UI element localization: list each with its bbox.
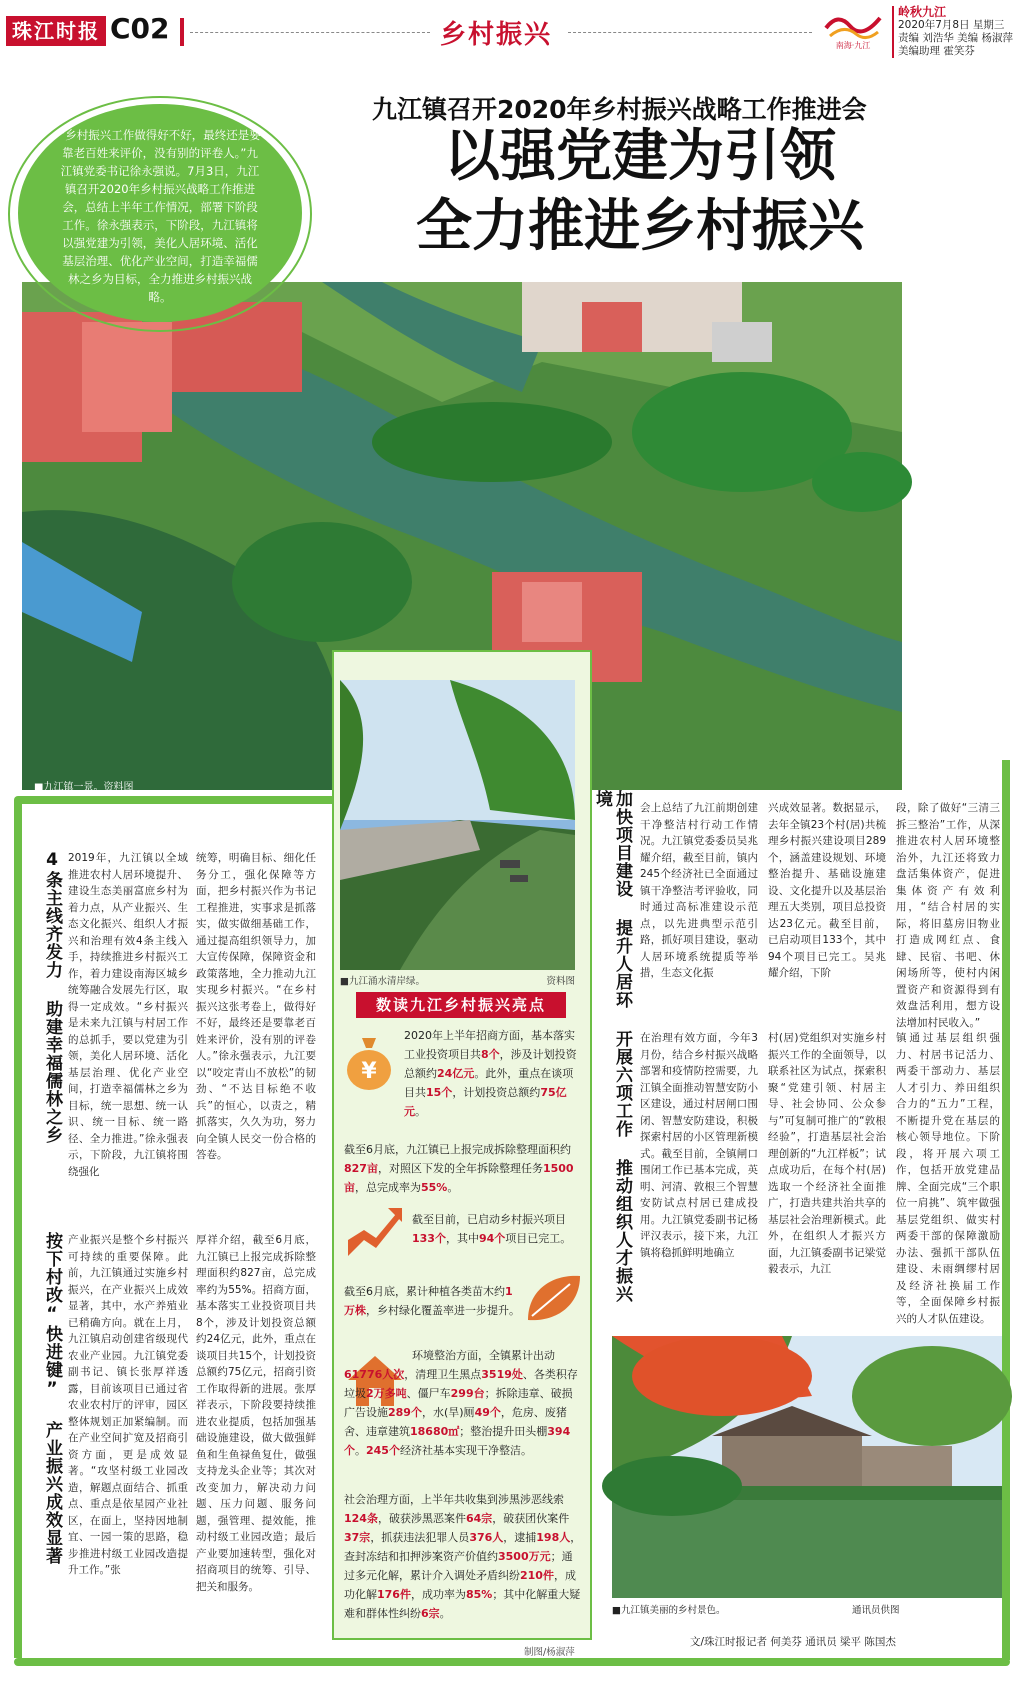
headline-line-2: 全力推进乡村振兴 — [416, 194, 864, 259]
canal-photo-caption — [340, 973, 575, 987]
stat-demolition — [344, 1140, 580, 1197]
stat-value: 289个 — [388, 1406, 422, 1419]
byline: 文/珠江时报记者 何美芬 通讯员 梁平 陈国杰 — [690, 1636, 896, 1648]
stat-value: 55% — [421, 1181, 448, 1194]
stat-value: 394个 — [344, 1425, 571, 1457]
stat-investment — [404, 1026, 580, 1121]
badge-text: 南海·九江 — [835, 41, 871, 50]
canal-photo — [340, 680, 575, 970]
panel-title: 数读九江乡村振兴亮点 — [356, 992, 566, 1018]
stat-governance-text: 社会治理方面，上半年共收集到涉黑涉恶线索 — [344, 1493, 564, 1506]
section-4-col-3: 镇通过基层组织强力、村居书记活力、两委干部动力、基层人才引力、养田组织合力的“五力”工程，不断提升党在基层的核心领导地位。下阶段，将开展六项工作，包括开放党建品牌、全面完成“三个职位一肩挑”、筑牢做强基层党组织、做实村两委干部的保障激励办法、强抓干部队伍建设、未雨绸缪村居及经济社换届工作等，全面保障乡村振兴的人才队伍建设。 — [896, 1032, 1000, 1325]
stat-governance-text: 。 — [439, 1607, 451, 1620]
stat-value: 376人 — [469, 1531, 504, 1544]
stat-environment-text: ；整治提升田头棚 — [459, 1425, 548, 1438]
graphic-maker: 制图/杨淑萍 — [524, 1647, 575, 1658]
stat-value: 133个 — [412, 1232, 446, 1245]
stat-value: 210件 — [520, 1569, 554, 1582]
stat-investment-text: 2020年上半年招商方面，基本落实工业投资项目共 — [404, 1029, 575, 1061]
stat-value: 3519处 — [481, 1368, 523, 1381]
stat-value: 198人 — [536, 1531, 571, 1544]
stat-value: 15个 — [426, 1086, 453, 1099]
stat-governance-text: ，成功率为 — [410, 1588, 466, 1601]
canal-photo-credit: 资料图 — [546, 976, 575, 987]
stat-value: 827亩 — [344, 1162, 378, 1175]
stat-value: 176件 — [377, 1588, 411, 1601]
stat-value: 75亿元 — [404, 1086, 567, 1118]
stat-governance-text: ，成功化解 — [344, 1569, 576, 1601]
editors: 责编 刘浩华 美编 杨淑萍 — [898, 32, 1014, 44]
stat-environment-text: 经济社基本实现干净整洁。 — [399, 1444, 532, 1457]
masthead-bar — [180, 18, 184, 46]
stat-projects-text: ，其中 — [445, 1232, 479, 1245]
page-number: C02 — [110, 12, 170, 45]
nanhai-jiujiang-badge — [822, 10, 884, 50]
stat-value: 1万株 — [344, 1285, 513, 1317]
headline-line-1: 以强党建为引领 — [444, 124, 836, 189]
stat-governance-text: ，抓获违法犯罪人员 — [370, 1531, 470, 1544]
section-3-col-2: 兴成效显著。数据显示，去年全镇23个村(居)共梳理乡村振兴建设项目289个，涵盖建设规划、环境整治提升、基础设施建设、文化提升以及基层治理五大类别，项目总投资达23亿元。截至目前，已启动项目133个，其中94个项目已完工。吴兆耀介绍，下阶 — [768, 802, 886, 979]
stat-demolition-text: 。 — [447, 1181, 459, 1194]
column-name: 岭秋九江 — [898, 5, 947, 19]
stat-value: 61776人次 — [344, 1368, 405, 1381]
stat-investment-text: ，涉及计划投资总额约 — [404, 1048, 577, 1080]
kicker-headline: 九江镇召开2020年乡村振兴战略工作推进会 — [372, 95, 867, 124]
canal-photo-art — [340, 680, 575, 970]
stat-projects-text: 项目已完工。 — [505, 1232, 572, 1245]
stat-value: 24亿元 — [437, 1067, 475, 1080]
stat-environment-text: ，水(旱)厕 — [421, 1406, 475, 1419]
stat-greening-text: 截至6月底，累计种植各类苗木约 — [344, 1285, 505, 1298]
stat-value: 8个 — [481, 1048, 500, 1061]
canal-caption-text: ■九江涌水清岸绿。 — [340, 976, 425, 987]
masthead-divider-right — [568, 32, 812, 33]
bottom-photo-caption: ■九江镇美丽的乡村景色。 — [612, 1605, 726, 1616]
stat-environment — [344, 1346, 582, 1460]
stat-governance-text: ，破获团伙案件 — [492, 1512, 570, 1525]
section-4-heading: 开展六项工作 推动组织人才振兴 — [612, 1030, 632, 1303]
assistant-editor: 美编助理 霍笑芬 — [898, 45, 975, 57]
frame-left — [14, 800, 22, 1658]
stat-value: 2万多吨 — [366, 1387, 407, 1400]
lead-paragraph: “乡村振兴工作做得好不好，最终还是要靠老百姓来评价，没有别的评卷人。”九江镇党委书记徐永强说。7月3日，九江镇召开2020年乡村振兴战略工作推进会，总结上半年工作情况，部署下阶段工作。徐永强表示，下阶段，九江镇将以强党建为引领，美化人居环境、活化基层治理、优化产业空间，打造幸福儒林之乡为目标，全力推进乡村振兴战略。 — [18, 104, 302, 322]
main-headline — [380, 122, 900, 262]
village-photo-art — [612, 1336, 1002, 1598]
section-3-heading: 加快项目建设 提升人居环境 — [592, 790, 632, 1009]
masthead-info — [892, 6, 1022, 58]
stat-investment-text: 。 — [415, 1105, 426, 1118]
stat-value: 299台 — [450, 1387, 485, 1400]
section-3-col-1: 会上总结了九江前期创建干净整洁村行动工作情况。九江镇党委委员吴兆耀介绍，截至目前，镇内245个经济社已全面通过镇干净整洁考评验收，同时通过高标准建设示范点，以先进典型示范引路，抓好项目建设，驱动人居环境系统提质等举措，生态文化振 — [640, 802, 758, 979]
section-2-col-2: 厚祥介绍，截至6月底，九江镇已上报完成拆除整理面积约827亩，总完成率约为55%。招商方面，基本落实工业投资项目共8个，涉及计划投资总额约24亿元，此外，重点在谈项目共15个，计划投资总额约75亿元，招商引资工作取得新的进展。张厚祥表示，下阶段要持续推进农业提质，包括加强基础设施建设，做大做强鲜鱼和生鱼禄鱼复仕，做强支持龙头企业等；其次对改变加力，解决动力问题、压力问题、服务问题，强管理、提效能，推动村级工业园改造；最后产业要加速转型，强化对招商项目的统筹、引导、把关和服务。 — [196, 1234, 316, 1593]
stat-projects-text: 截至目前，已启动乡村振兴项目 — [412, 1213, 566, 1226]
section-1-col-1: 2019年，九江镇以全域推进农村人居环境提升、建设生态美丽富庶乡村为着力点，从产业振兴、生态文化振兴、组织人才振兴和治理有效4条主线入手，持续推进乡村振兴工作，着力建设南海区城乡统筹融合发展先行区，取得一定成效。“乡村振兴是未来九江镇与村居工作的总抓手，要以党建为引领，美化人居环境、活化基层治理、优化产业空间，打造幸福儒林之乡为目标，统一思想、统一认识、统一目标、统一路径、全力推进。”徐永强表示，下阶段，九江镇将围绕强化 — [68, 852, 188, 1178]
stat-environment-text: ，清理卫生黑点 — [404, 1368, 482, 1381]
stat-value: 85% — [465, 1588, 493, 1601]
section-1-col-2: 统筹，明确目标、细化任务分工，强化保障等方面，把乡村振兴作为书记工程推进，实事求是抓落实，做实做细基础工作，通过提高组织领导力，加大宣传保障，保障资金和政策落地，全力推动九江实现乡村振兴。“在乡村振兴这张考卷上，做得好不好，最终还是要靠老百姓来评价，没有别的评卷人。”徐永强表示，九江要以“咬定青山不放松”的韧劲、“不达目标绝不收兵”的恒心，以责之，精抓落实，久久为功，努力向全镇人民交一份合格的答卷。 — [196, 852, 316, 1161]
stat-environment-text: 、各类积存垃圾 — [344, 1368, 578, 1400]
stat-environment-text: ；拆除违章、破损广告设施 — [344, 1387, 573, 1419]
section-2-col-1: 产业振兴是整个乡村振兴可持续的重要保障。此前，九江镇通过实施乡村振兴，在产业振兴上成效显著，其中，水产养殖业已稍确方向。就在上月，九江镇启动创建省级现代农业产业园。九江镇党委副书记、镇长张厚祥透露，目前该项目已通过省农业农村厅的评审，园区整体规划正加紧编制。而在产业空间扩宽及招商引资方面，更是成效显著。“攻坚村级工业园改造，解题点面结合、抓重点、重点是依星园产业社区，在面上，坚持因地制宜、一园一策的思路，稳步推进村级工业园改造提升工作。”张 — [68, 1234, 188, 1576]
stat-value: 1500亩 — [344, 1162, 574, 1194]
main-photo-caption: ■九江镇一景。资料图 — [34, 782, 134, 793]
stat-demolition-text: 截至6月底，九江镇已上报完成拆除整理面积约 — [344, 1143, 571, 1156]
stat-governance-text: ，逮捕 — [503, 1531, 537, 1544]
section-3-col-3: 段，除了做好“三清三拆三整治”工作，从深推进农村人居环境整治外，九江还将致力盘活集体资产，促进集体资产有效利用，“结合村居的实际，将旧墓房旧物业打造成网红点、食肆、民宿、书吧、休闲场所等，使村内闲置资产和资源得到有效盘活利用，想方设法增加村民收入。” — [896, 802, 1000, 1029]
stat-value: 94个 — [478, 1232, 506, 1245]
growth-chart-icon — [344, 1200, 404, 1260]
section-4-col-1: 在治理有效方面，今年3月份，结合乡村振兴战略部署和疫情防控需要，九江镇全面推动智慧安防小区建设，通过村居闸口围闭、智慧安防建设，积极探索村居的小区管理新模式。截至目前，全镇闸口围闭工作已基本完成，英明、河清、敦根三个智慧安防试点村居已建成投用。九江镇党委副书记杨评汉表示，接下来，九江镇将稳抓鲜明地确立 — [640, 1032, 758, 1259]
stat-value: 18680㎡ — [410, 1425, 460, 1438]
frame-bottom — [14, 1658, 1010, 1666]
stat-demolition-text: ，对照区下发的全年拆除整理任务 — [377, 1162, 543, 1175]
stat-environment-text: 、僵尸车 — [406, 1387, 451, 1400]
section-title: 乡村振兴 — [440, 20, 553, 50]
stat-governance-text: ，查封冻结和扣押涉案资产价值约 — [344, 1531, 582, 1563]
stat-value: 3500万元 — [498, 1550, 551, 1563]
stat-value: 49个 — [474, 1406, 501, 1419]
frame-top — [14, 796, 354, 804]
stat-demolition-text: ，总完成率为 — [355, 1181, 421, 1194]
stat-investment-text: ，计划投资总额约 — [452, 1086, 541, 1099]
stat-governance — [344, 1490, 582, 1623]
newspaper-logo: 珠江时报 — [6, 16, 106, 46]
section-4-col-2: 村(居)党组织对实施乡村振兴工作的全面领导，以联系社区为试点，探索积聚“党建引领、村居主导、社会协同、公众参与”可复制可推广的“敦根经验”，打造基层社会治理创新的“九江样板”；试点成功后，在每个村(居)选取一个经济社全面推广，打造共建共治共享的基层社会治理新模式。此外，在组织人才振兴方面，九江镇委副书记梁觉毅表示，九江 — [768, 1032, 886, 1275]
frame-right — [1002, 760, 1010, 1660]
stat-value: 245个 — [366, 1444, 400, 1457]
stat-value: 124条 — [344, 1512, 378, 1525]
issue-date: 2020年7月8日 星期三 — [898, 19, 1005, 31]
section-2-heading: 按下村改“快进键” 产业振兴成效显著 — [42, 1232, 62, 1565]
stat-environment-text: 环境整治方面，全镇累计出动 — [412, 1349, 555, 1362]
stat-environment-text: 。 — [355, 1444, 366, 1457]
leaf-icon — [522, 1270, 584, 1326]
stat-greening-text: ，乡村绿化覆盖率进一步提升。 — [366, 1304, 520, 1317]
stat-value: 6宗 — [421, 1607, 440, 1620]
masthead-divider-left — [190, 32, 430, 33]
village-scenery-photo — [612, 1336, 1002, 1598]
stat-investment-text: 。此外，重点在谈项目共 — [404, 1067, 574, 1099]
stat-governance-text: ；其中化解重大疑难和群体性纠纷 — [344, 1588, 581, 1620]
stat-projects — [412, 1210, 580, 1248]
bottom-photo-credit: 通讯员供图 — [852, 1605, 900, 1616]
stat-governance-text: ，破获涉黑恶案件 — [377, 1512, 466, 1525]
stat-value: 64宗 — [465, 1512, 493, 1525]
stat-governance-text: ；通过多元化解，累计介入调处矛盾纠纷 — [344, 1550, 573, 1582]
section-1-heading: 4条主线齐发力 助建幸福儒林之乡 — [42, 850, 62, 1144]
stat-environment-text: ，危房、废猪舍、违章建筑 — [344, 1406, 567, 1438]
yen-symbol: ¥ — [361, 1059, 377, 1084]
stat-value: 37宗 — [344, 1531, 371, 1544]
money-bag-icon — [344, 1032, 394, 1092]
stat-greening — [344, 1282, 520, 1320]
